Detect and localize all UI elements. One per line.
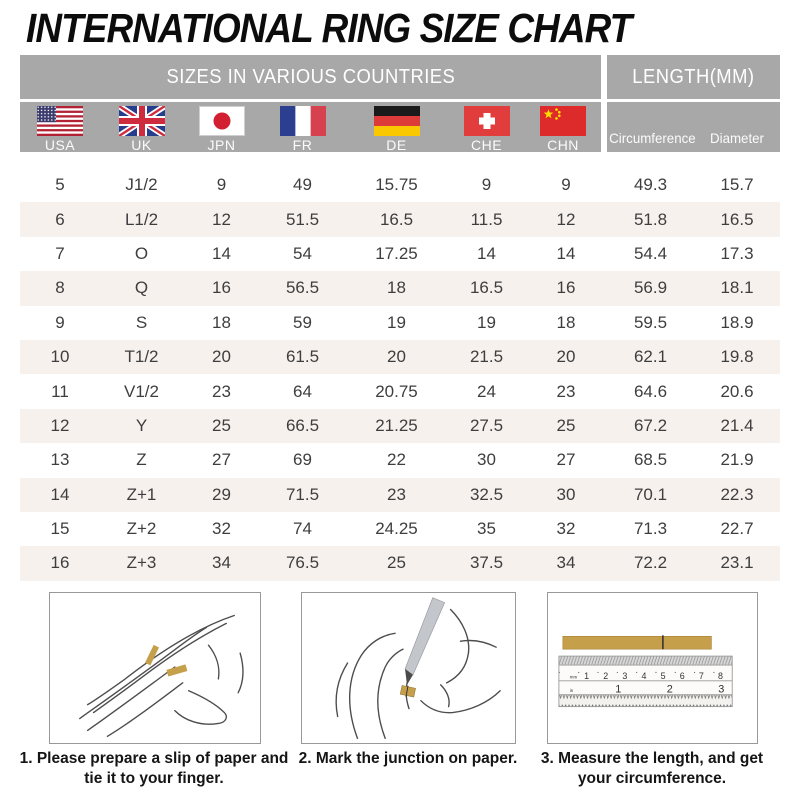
- table-cell: 11.5: [470, 209, 503, 229]
- table-cell: 29: [212, 484, 231, 504]
- table-cell: 21.4: [720, 415, 754, 435]
- table-row: [20, 271, 780, 305]
- table-cell: 25: [387, 553, 406, 573]
- table-cell: 14: [212, 243, 231, 263]
- ruler-inch-tick-label: 1: [615, 683, 622, 696]
- header-sizes-label: SIZES IN VARIOUS COUNTRIES: [166, 65, 455, 88]
- table-cell: 23.1: [720, 553, 754, 573]
- table-cell: Y: [135, 415, 148, 435]
- table-cell: 20: [387, 347, 406, 367]
- table-cell: 20: [556, 347, 576, 367]
- step3-caption: 3. Measure the length, and get your circumference.: [540, 750, 764, 788]
- step1-illustration: [49, 592, 261, 744]
- table-cell: 32: [556, 519, 576, 539]
- table-cell: 62.1: [633, 347, 668, 367]
- ring-size-table-body: [20, 168, 780, 581]
- circumference-column-label: Circumference: [609, 130, 696, 146]
- table-cell: 17.25: [375, 243, 418, 263]
- ruler-inch-tick-label: 2: [666, 683, 673, 696]
- table-cell: 23: [387, 484, 406, 504]
- table-row: [20, 443, 780, 477]
- table-cell: 16: [212, 278, 231, 298]
- table-cell: 12: [212, 209, 231, 229]
- table-cell: 14: [477, 243, 496, 263]
- table-cell: T1/2: [124, 347, 159, 367]
- header-length-group: [607, 55, 780, 99]
- table-cell: Z+1: [126, 484, 157, 504]
- ruler-cm-tick-label: 4: [641, 670, 647, 681]
- uk-flag-icon: [119, 106, 165, 136]
- country-label: JPN: [207, 137, 236, 153]
- country-label: USA: [44, 137, 76, 153]
- ruler-in-unit-label: in: [569, 688, 574, 694]
- table-cell: 16: [556, 278, 576, 298]
- table-cell: S: [135, 312, 148, 332]
- header-length-label: LENGTH(MM): [632, 65, 755, 88]
- table-cell: 18: [387, 278, 406, 298]
- ruler-cm-tick-label: 7: [698, 670, 704, 681]
- step2-illustration: [301, 592, 516, 744]
- table-row: [20, 168, 780, 202]
- table-cell: 54.4: [633, 243, 668, 263]
- step3-illustration: [547, 592, 758, 744]
- table-cell: 64: [293, 381, 312, 401]
- table-row: [20, 237, 780, 271]
- table-cell: 7: [55, 243, 65, 263]
- table-cell: Z+3: [126, 553, 157, 573]
- table-cell: 9: [55, 312, 65, 332]
- table-cell: 11: [51, 381, 69, 401]
- country-column-usa: [20, 102, 100, 153]
- table-row: [20, 512, 780, 546]
- table-cell: 37.5: [469, 553, 504, 573]
- table-cell: 54: [293, 243, 312, 263]
- table-cell: 25: [556, 415, 576, 435]
- table-cell: 18.1: [720, 278, 754, 298]
- table-cell: 12: [556, 209, 576, 229]
- ruler-cm-tick-label: 3: [622, 670, 628, 681]
- table-row: [20, 202, 780, 236]
- step2-caption: 2. Mark the junction on paper.: [298, 750, 518, 767]
- table-cell: 51.5: [285, 209, 320, 229]
- country-label: CHN: [547, 137, 579, 153]
- de-flag-icon: [374, 106, 420, 136]
- ruler-cm-tick-label: 2: [603, 670, 609, 681]
- table-cell: 70.1: [633, 484, 668, 504]
- ruler-cm-tick-label: 6: [679, 670, 685, 681]
- table-cell: 71.3: [633, 519, 668, 539]
- table-cell: O: [134, 243, 149, 263]
- table-cell: 20: [212, 347, 231, 367]
- table-cell: 20.75: [375, 381, 418, 401]
- table-cell: 6: [55, 209, 65, 229]
- table-cell: 9: [216, 175, 227, 195]
- table-row: [20, 374, 780, 408]
- usa-flag-icon: [37, 106, 83, 136]
- ruler-measure-icon: [548, 593, 755, 741]
- table-cell: 16.5: [720, 209, 754, 229]
- country-label: DE: [386, 137, 407, 153]
- table-cell: 15.75: [375, 175, 418, 195]
- country-label: FR: [292, 137, 313, 153]
- country-label: CHE: [470, 137, 503, 153]
- table-cell: 13: [50, 450, 70, 470]
- table-row: [20, 306, 780, 340]
- length-columns: [607, 102, 780, 152]
- country-column-de: [345, 102, 448, 153]
- table-cell: 21.25: [375, 415, 418, 435]
- table-cell: 30: [477, 450, 496, 470]
- ruler-cm-tick-label: 5: [660, 670, 666, 681]
- table-cell: 71.5: [285, 484, 320, 504]
- table-cell: L1/2: [124, 209, 159, 229]
- fr-flag-icon: [280, 106, 326, 136]
- table-cell: 23: [556, 381, 576, 401]
- table-cell: 9: [561, 175, 571, 195]
- table-cell: Z: [136, 450, 147, 470]
- country-columns: [20, 102, 601, 152]
- diameter-column-label: Diameter: [710, 130, 764, 146]
- table-cell: 59.5: [633, 312, 668, 332]
- table-row: [20, 478, 780, 512]
- country-column-fr: [260, 102, 345, 153]
- table-cell: 27: [556, 450, 576, 470]
- table-cell: 16.5: [379, 209, 414, 229]
- table-cell: 25: [212, 415, 231, 435]
- table-cell: 66.5: [285, 415, 320, 435]
- table-header-groups: [20, 55, 780, 99]
- table-cell: 19: [477, 312, 496, 332]
- table-cell: 68.5: [633, 450, 668, 470]
- hand-with-paper-strip-icon: [50, 593, 258, 741]
- table-cell: 10: [50, 347, 70, 367]
- table-cell: 49.3: [633, 175, 668, 195]
- table-cell: Z+2: [126, 519, 157, 539]
- table-cell: 35: [477, 519, 496, 539]
- hands-marking-paper-icon: [302, 593, 513, 741]
- header-sizes-group: [20, 55, 601, 99]
- table-cell: 12: [50, 415, 70, 435]
- table-cell: 18: [556, 312, 576, 332]
- table-cell: 64.6: [633, 381, 668, 401]
- table-cell: 72.2: [633, 553, 668, 573]
- table-cell: 19: [387, 312, 406, 332]
- country-column-chn: [525, 102, 601, 153]
- table-cell: 21.9: [720, 450, 754, 470]
- table-cell: 74: [293, 519, 312, 539]
- table-cell: 30: [556, 484, 576, 504]
- table-cell: 20.6: [720, 381, 754, 401]
- table-cell: 59: [293, 312, 312, 332]
- table-cell: 56.5: [285, 278, 320, 298]
- table-cell: 18.9: [720, 312, 754, 332]
- table-cell: 32.5: [469, 484, 504, 504]
- table-cell: J1/2: [125, 175, 158, 195]
- jpn-flag-icon: [199, 106, 245, 136]
- table-cell: 61.5: [285, 347, 320, 367]
- table-cell: 24: [477, 381, 496, 401]
- table-cell: 14: [50, 484, 70, 504]
- chn-flag-icon: [540, 106, 586, 136]
- table-cell: 24.25: [375, 519, 418, 539]
- table-cell: 17.3: [720, 243, 754, 263]
- country-column-jpn: [183, 102, 260, 153]
- ruler-inch-tick-label: 3: [718, 683, 725, 696]
- table-row: [20, 409, 780, 443]
- table-cell: 51.8: [633, 209, 668, 229]
- ruler-mm-unit-label: mm: [569, 674, 578, 680]
- table-cell: Q: [134, 278, 149, 298]
- country-column-che: [448, 102, 525, 153]
- table-cell: 22.7: [720, 519, 754, 539]
- table-cell: 67.2: [633, 415, 668, 435]
- table-cell: 56.9: [633, 278, 668, 298]
- table-cell: 34: [212, 553, 231, 573]
- che-flag-icon: [464, 106, 510, 136]
- table-cell: 34: [556, 553, 576, 573]
- country-label: UK: [131, 137, 152, 153]
- table-header-columns: [20, 102, 780, 152]
- table-cell: 15.7: [720, 175, 754, 195]
- table-cell: 19.8: [720, 347, 754, 367]
- table-cell: 18: [212, 312, 231, 332]
- table-cell: 16: [50, 553, 70, 573]
- table-cell: 5: [55, 175, 65, 195]
- table-cell: 23: [212, 381, 231, 401]
- ruler-cm-tick-label: 1: [584, 670, 590, 681]
- table-cell: 32: [212, 519, 231, 539]
- table-cell: 21.5: [469, 347, 504, 367]
- table-cell: 76.5: [285, 553, 320, 573]
- table-cell: 14: [556, 243, 576, 263]
- table-row: [20, 340, 780, 374]
- ruler-cm-tick-label: 8: [717, 670, 723, 681]
- step1-caption: 1. Please prepare a slip of paper and tie it to your finger.: [19, 750, 289, 788]
- table-cell: 22: [387, 450, 406, 470]
- page-title: INTERNATIONAL RING SIZE CHART: [26, 5, 632, 51]
- table-cell: 49: [293, 175, 312, 195]
- table-cell: 69: [293, 450, 312, 470]
- table-cell: 15: [50, 519, 70, 539]
- country-column-uk: [100, 102, 183, 153]
- table-cell: 27: [212, 450, 231, 470]
- table-cell: 9: [481, 175, 492, 195]
- table-cell: 27.5: [469, 415, 504, 435]
- table-cell: 8: [55, 278, 65, 298]
- table-row: [20, 546, 780, 580]
- table-cell: V1/2: [124, 381, 159, 401]
- table-cell: 16.5: [469, 278, 504, 298]
- table-cell: 22.3: [720, 484, 754, 504]
